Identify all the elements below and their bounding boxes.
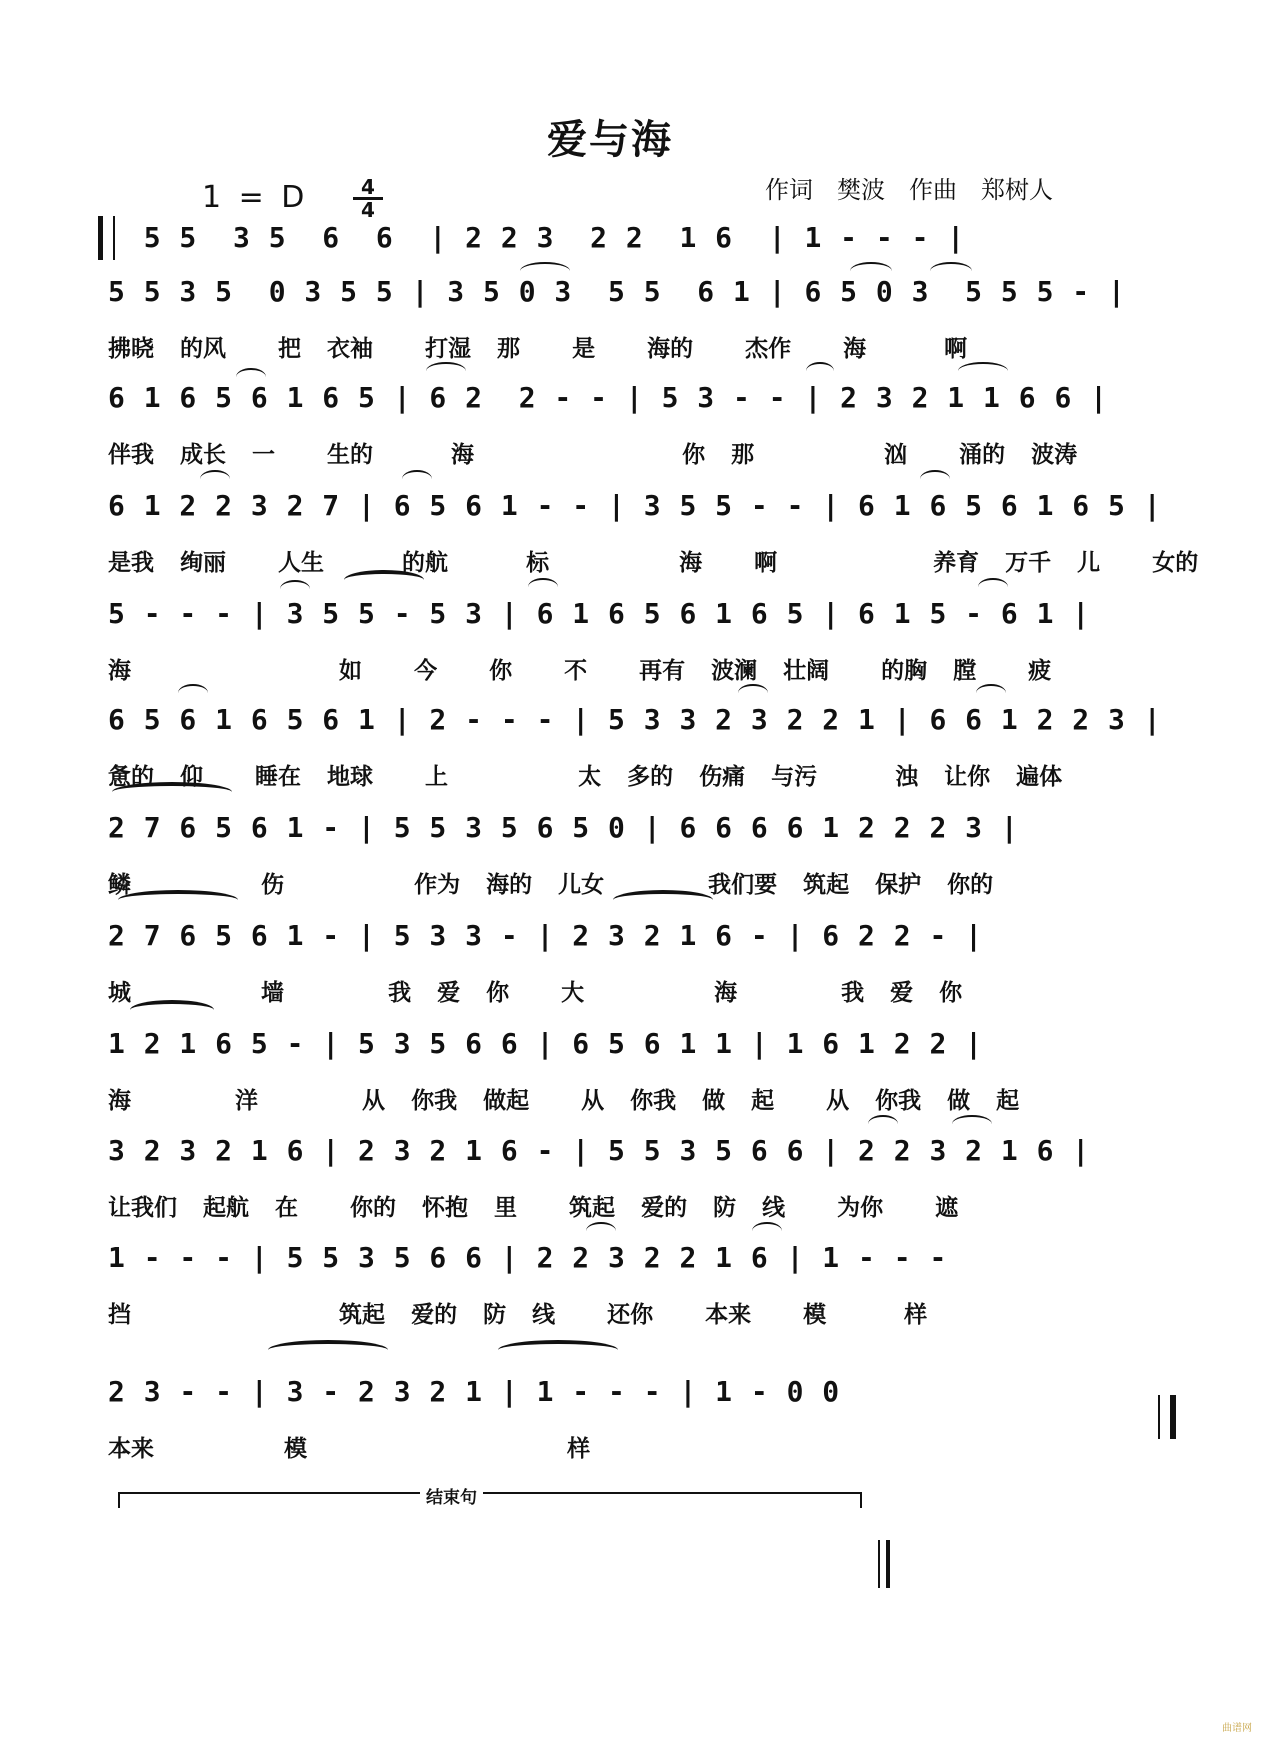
- score-row: [108, 906, 1178, 1016]
- row-lyrics: 让我们 起航 在 你的 怀抱 里 筑起 爱的 防 线 为你 遮: [108, 1195, 959, 1221]
- score-row: [108, 690, 1178, 800]
- song-title: 爱与海: [547, 117, 673, 163]
- row-lyrics: 本来 模 样: [108, 1436, 591, 1462]
- watermark: 曲谱网: [1222, 1723, 1252, 1734]
- row-lyrics: 挡 筑起 爱的 防 线 还你 本来 模 样: [108, 1302, 928, 1328]
- score-row: [108, 1362, 1178, 1472]
- lyricist: 樊波: [837, 176, 885, 204]
- coda-label: 结束句: [420, 1483, 483, 1508]
- row-notes: 5 5 3 5 6 6 | 2 2 3 2 2 1 6 | 1 - - - |: [108, 221, 966, 254]
- row-lyrics: 惫的 仰 睡在 地球 上 太 多的 伤痛 与污 浊 让你 遍体: [108, 764, 1063, 790]
- time-top: 4: [361, 175, 375, 199]
- score-row: [108, 476, 1199, 586]
- composer: 郑树人: [981, 176, 1053, 204]
- row-notes: 5 - - - | 3 5 5 - 5 3 | 6 1 6 5 6 1 6 5 | 6 1 5 - 6 1 |: [108, 597, 1091, 630]
- row-notes: 2 3 - - | 3 - 2 3 2 1 | 1 - - - | 1 - 0 0: [108, 1375, 841, 1408]
- row-lyrics: 伴我 成长 一 生的 海 你 那 汹 涌的 波涛: [108, 442, 1078, 468]
- row-notes: 1 - - - | 5 5 3 5 6 6 | 2 2 3 2 2 1 6 | 1 - - -: [108, 1241, 966, 1274]
- time-bottom: 4: [361, 198, 375, 222]
- row-lyrics: 海 如 今 你 不 再有 波澜 壮阔 的胸 膛 疲: [108, 658, 1052, 684]
- row-lyrics: 城 墙 我 爱 你 大 海 我 爱 你: [108, 980, 963, 1006]
- row-notes: 6 5 6 1 6 5 6 1 | 2 - - - | 5 3 3 2 3 2 2 1 | 6 6 1 2 2 3 |: [108, 703, 1162, 736]
- row-notes: 2 7 6 5 6 1 - | 5 3 3 - | 2 3 2 1 6 - | 6 2 2 - |: [108, 919, 984, 952]
- coda-bracket: [118, 1492, 862, 1508]
- credits: [765, 170, 1077, 205]
- row-notes: 6 1 2 2 3 2 7 | 6 5 6 1 - - | 3 5 5 - - | 6 1 6 5 6 1 6 5 |: [108, 489, 1162, 522]
- row-notes: 1 2 1 6 5 - | 5 3 5 6 6 | 6 5 6 1 1 | 1 6 1 2 2 |: [108, 1027, 984, 1060]
- row-notes: 5 5 3 5 0 3 5 5 | 3 5 0 3 5 5 6 1 | 6 5 0 3 5 5 5 - |: [108, 275, 1126, 308]
- final-barline: [878, 1540, 890, 1588]
- score-row: [108, 368, 1178, 478]
- key-signature: 1 = D: [202, 180, 309, 215]
- row-lyrics: 是我 绚丽 人生 的航 标 海 啊 养育 万千 儿 女的: [108, 550, 1199, 576]
- score-row: [108, 1228, 1178, 1338]
- score-row: [108, 262, 1178, 372]
- row-notes: 6 1 6 5 6 1 6 5 | 6 2 2 - - | 5 3 - - | 2 3 2 1 1 6 6 |: [108, 381, 1109, 414]
- row-lyrics: 拂晓 的风 把 衣袖 打湿 那 是 海的 杰作 海 啊: [108, 336, 968, 362]
- row-notes: 3 2 3 2 1 6 | 2 3 2 1 6 - | 5 5 3 5 6 6 | 2 2 3 2 1 6 |: [108, 1134, 1091, 1167]
- score-row: [108, 1014, 1178, 1124]
- lyricist-label: 作词: [765, 176, 813, 204]
- score-row: [108, 1121, 1178, 1231]
- row-notes: 2 7 6 5 6 1 - | 5 5 3 5 6 5 0 | 6 6 6 6 1 2 2 2 3 |: [108, 811, 1019, 844]
- score-row: [108, 584, 1178, 694]
- row-lyrics: 海 洋 从 你我 做起 从 你我 做 起 从 你我 做 起: [108, 1088, 1020, 1114]
- composer-label: 作曲: [909, 176, 957, 204]
- row-lyrics: 鳞 伤 作为 海的 儿女 我们要 筑起 保护 你的: [108, 872, 994, 898]
